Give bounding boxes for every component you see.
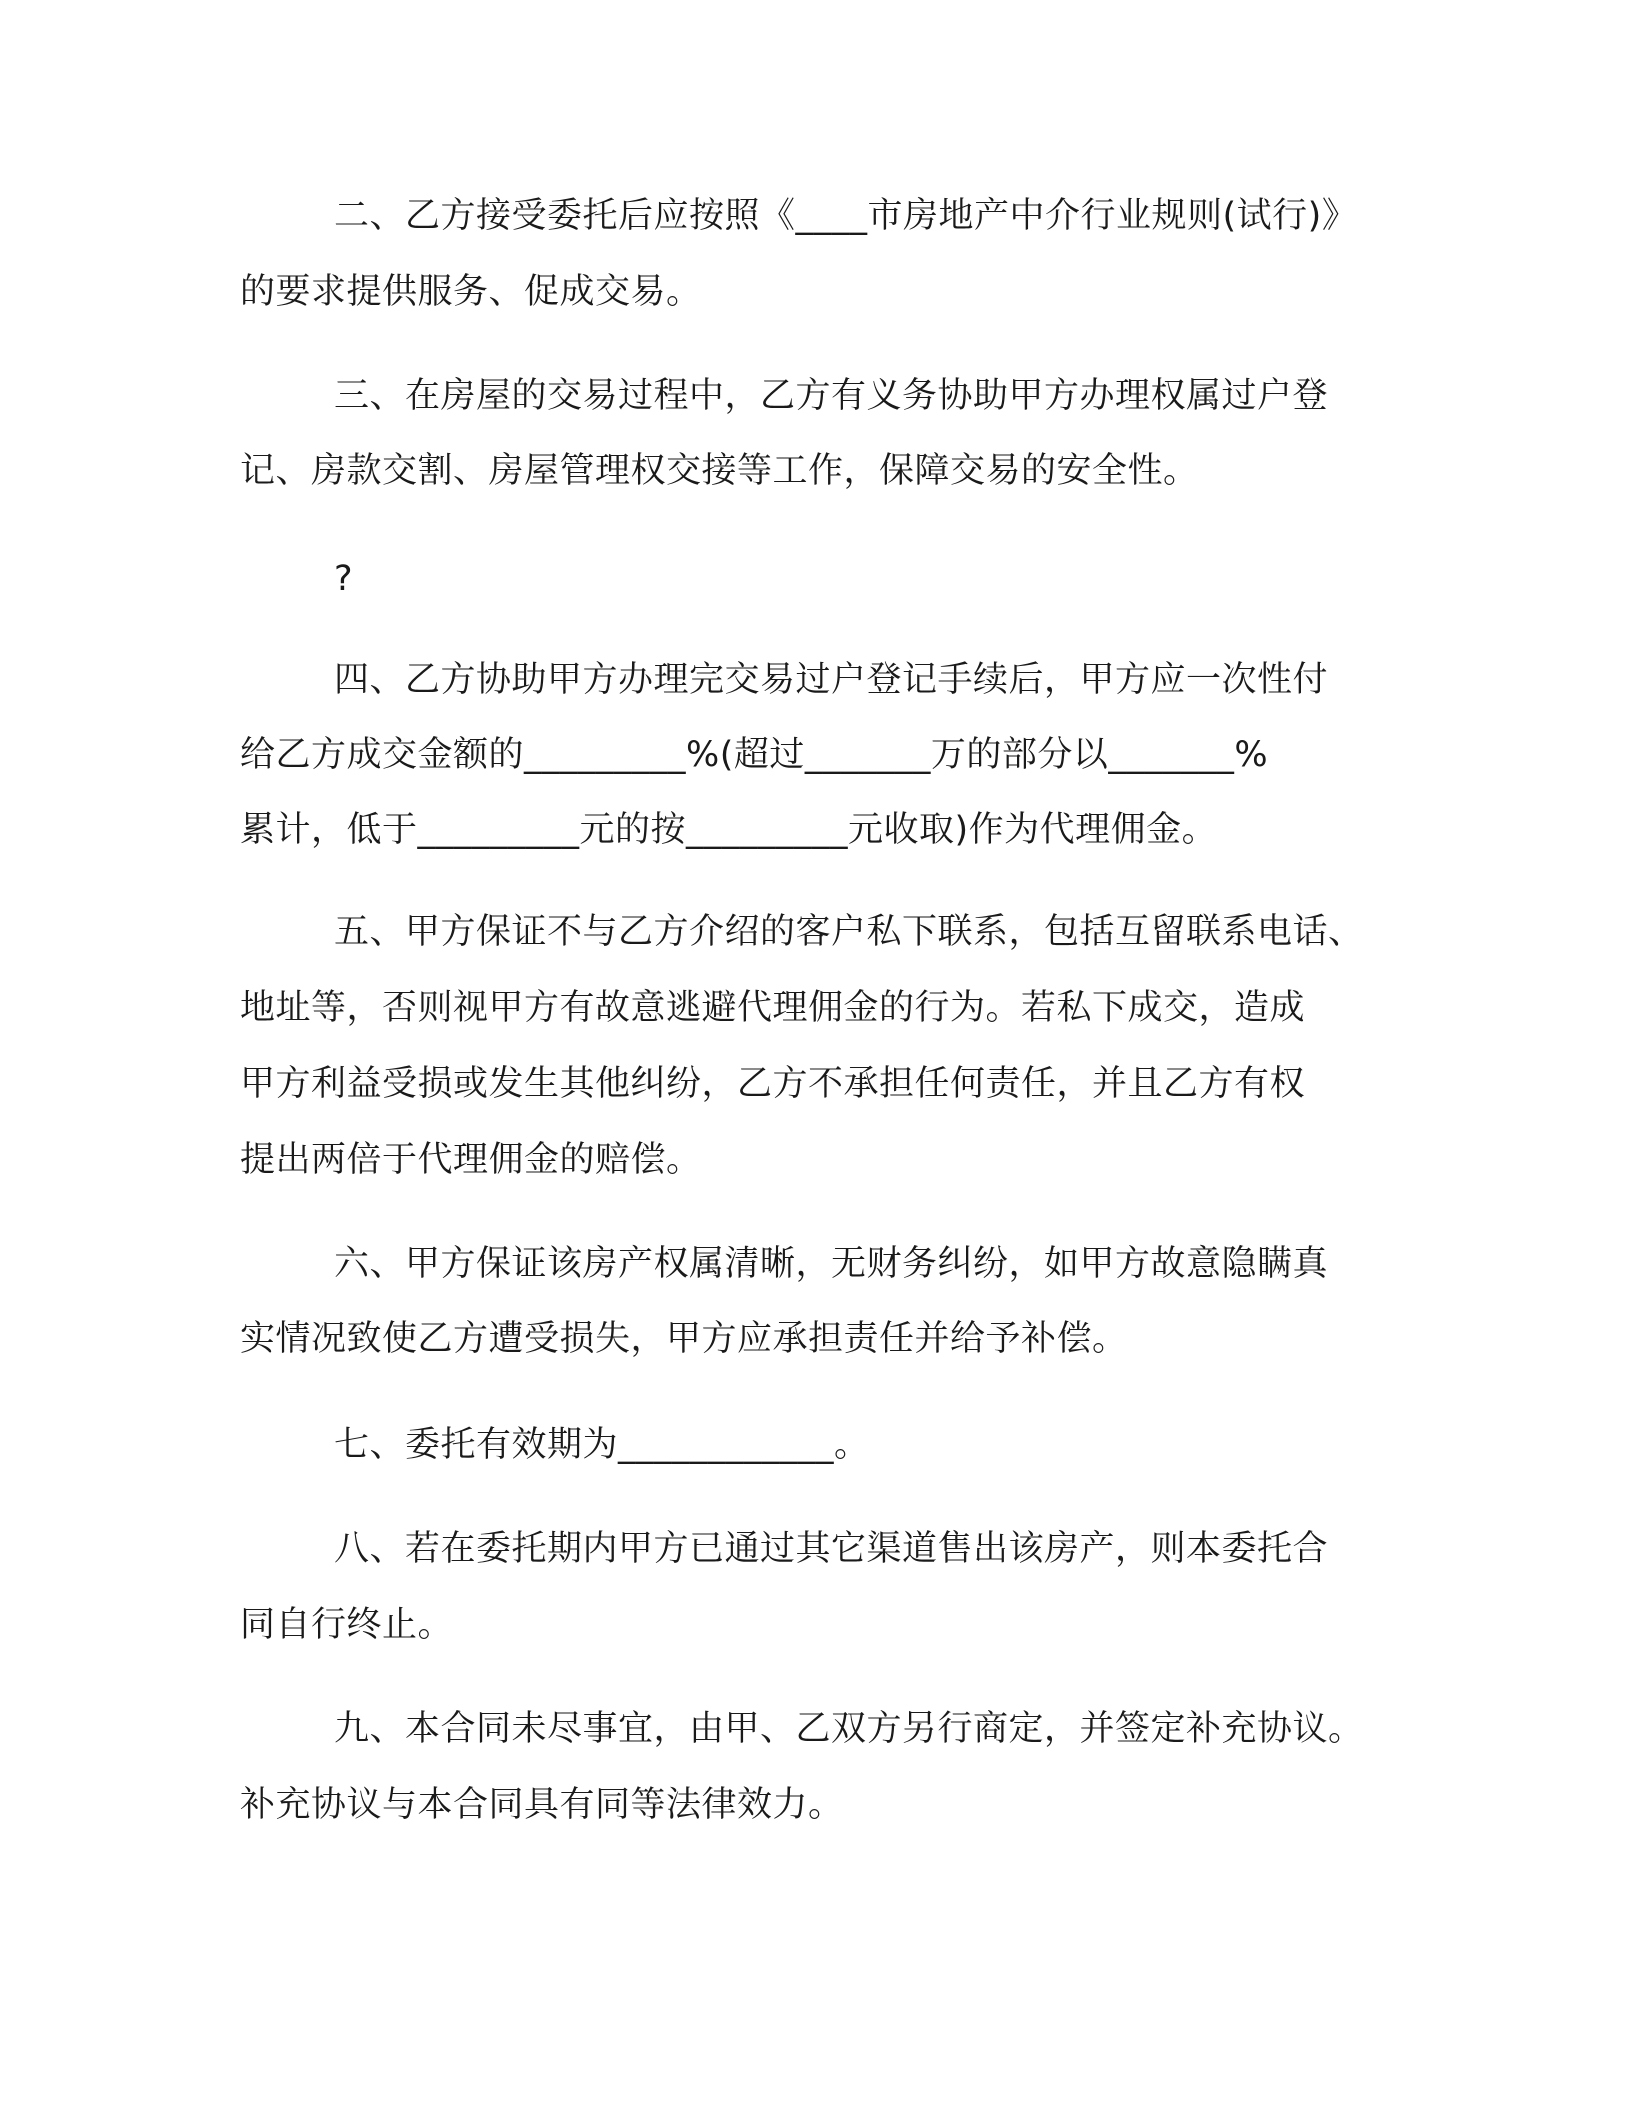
clause-5-line-4: 提出两倍于代理佣金的赔偿。 — [240, 1140, 702, 1180]
clause-5-line-3: 甲方利益受损或发生其他纠纷，乙方不承担任何责任，并且乙方有权 — [240, 1064, 1306, 1104]
clause-5-line-2: 地址等，否则视甲方有故意逃避代理佣金的行为。若私下成交，造成 — [240, 988, 1306, 1028]
clause-6-line-1: 六、甲方保证该房产权属清晰，无财务纠纷，如甲方故意隐瞒真 — [334, 1244, 1329, 1284]
clause-2-line-2: 的要求提供服务、促成交易。 — [240, 272, 702, 312]
clause-7-line-1: 七、委托有效期为____________。 — [334, 1425, 870, 1465]
clause-4-line-2: 给乙方成交金额的_________%(超过_______万的部分以_______% — [240, 735, 1269, 775]
clause-4-line-3: 累计，低于_________元的按_________元收取)作为代理佣金。 — [240, 810, 1218, 850]
clause-8-line-1: 八、若在委托期内甲方已通过其它渠道售出该房产，则本委托合 — [334, 1529, 1329, 1569]
clause-9-line-1: 九、本合同未尽事宜，由甲、乙双方另行商定，并签定补充协议。 — [334, 1709, 1364, 1749]
clause-2-line-1: 二、乙方接受委托后应按照《____市房地产中介行业规则(试行)》 — [334, 196, 1358, 236]
clause-3-line-2: 记、房款交割、房屋管理权交接等工作，保障交易的安全性。 — [240, 451, 1199, 491]
clause-5-line-1: 五、甲方保证不与乙方介绍的客户私下联系，包括互留联系电话、 — [334, 912, 1364, 952]
clause-6-line-2: 实情况致使乙方遭受损失，甲方应承担责任并给予补偿。 — [240, 1319, 1128, 1359]
clause-4-line-1: 四、乙方协助甲方办理完交易过户登记手续后，甲方应一次性付 — [334, 660, 1329, 700]
stray-question-mark: ? — [334, 559, 354, 599]
clause-3-line-1: 三、在房屋的交易过程中，乙方有义务协助甲方办理权属过户登 — [334, 376, 1329, 416]
clause-9-line-2: 补充协议与本合同具有同等法律效力。 — [240, 1785, 844, 1825]
clause-8-line-2: 同自行终止。 — [240, 1605, 454, 1645]
